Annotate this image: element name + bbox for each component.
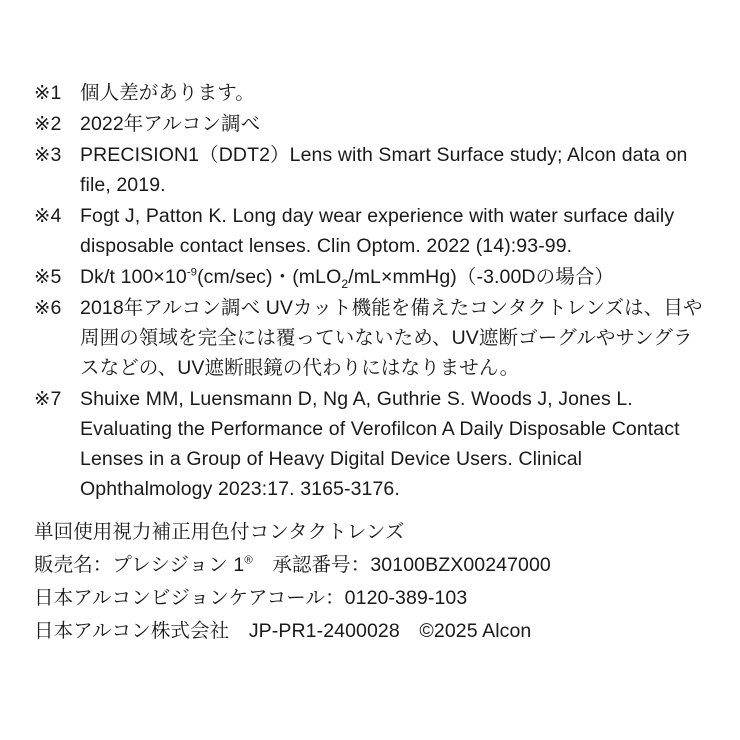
footnote-marker: ※2 bbox=[34, 113, 62, 135]
footnote-item bbox=[34, 293, 706, 383]
footnote-text: PRECISION1（DDT2）Lens with Smart Surface study; Alcon data on file, 2019. bbox=[80, 144, 694, 196]
footnote-text: 2018年アルコン調べ UVカット機能を備えたコンタクトレンズは、目や周囲の領域を完全には覆っていないため、UV遮断ゴーグルやサングラスなどの、UV遮断眼鏡の代わりにはなりません。 bbox=[80, 297, 703, 379]
footnote-text: Fogt J, Patton K. Long day wear experience with water surface daily disposable contact lenses. Clin Optom. 2022 (14):93-99. bbox=[80, 205, 680, 257]
footnote-item bbox=[34, 140, 706, 200]
footnote-marker: ※3 bbox=[34, 144, 62, 166]
footnote-text: Shuixe MM, Luensmann D, Ng A, Guthrie S. Woods J, Jones L. Evaluating the Performance of Verofilcon A Daily Disposable Contact Lenses in a Group of Heavy Digital Device Users. Clinical Ophthalmology 2023:17. 3165-3176. bbox=[80, 388, 686, 500]
footnote-marker: ※7 bbox=[34, 388, 62, 410]
footnote-item bbox=[34, 78, 706, 108]
footnote-text: 2022年アルコン調べ bbox=[80, 113, 261, 135]
legal-line-contact-phone: 日本アルコンビジョンケアコール：0120-389-103 bbox=[34, 587, 468, 609]
legal-block bbox=[34, 517, 706, 646]
footnote-item bbox=[34, 109, 706, 139]
footnote-item bbox=[34, 384, 706, 504]
footnote-list bbox=[34, 78, 706, 504]
footnote-marker: ※5 bbox=[34, 266, 62, 288]
footnote-marker: ※6 bbox=[34, 297, 62, 319]
legal-line-company-copyright: 日本アルコン株式会社 JP-PR1-2400028 ©2025 Alcon bbox=[34, 620, 532, 642]
footnote-item bbox=[34, 201, 706, 261]
footnote-text: Dk/t $100\times 10^{-9}(cm/\sec)$・(mLO$_2$/mL×mmHg)（-3.00Dの場合） bbox=[80, 266, 615, 291]
footnote-marker: ※4 bbox=[34, 205, 62, 227]
footnote-item bbox=[34, 262, 706, 292]
legal-line-product-name: 販売名：プレシジョン 1® 承認番号：30100BZX00247000 bbox=[34, 554, 551, 576]
footnote-text: 個人差があります。 bbox=[80, 82, 255, 104]
footnote-marker: ※1 bbox=[34, 82, 62, 104]
legal-line-product-category: 単回使用視力補正用色付コンタクトレンズ bbox=[34, 521, 405, 543]
